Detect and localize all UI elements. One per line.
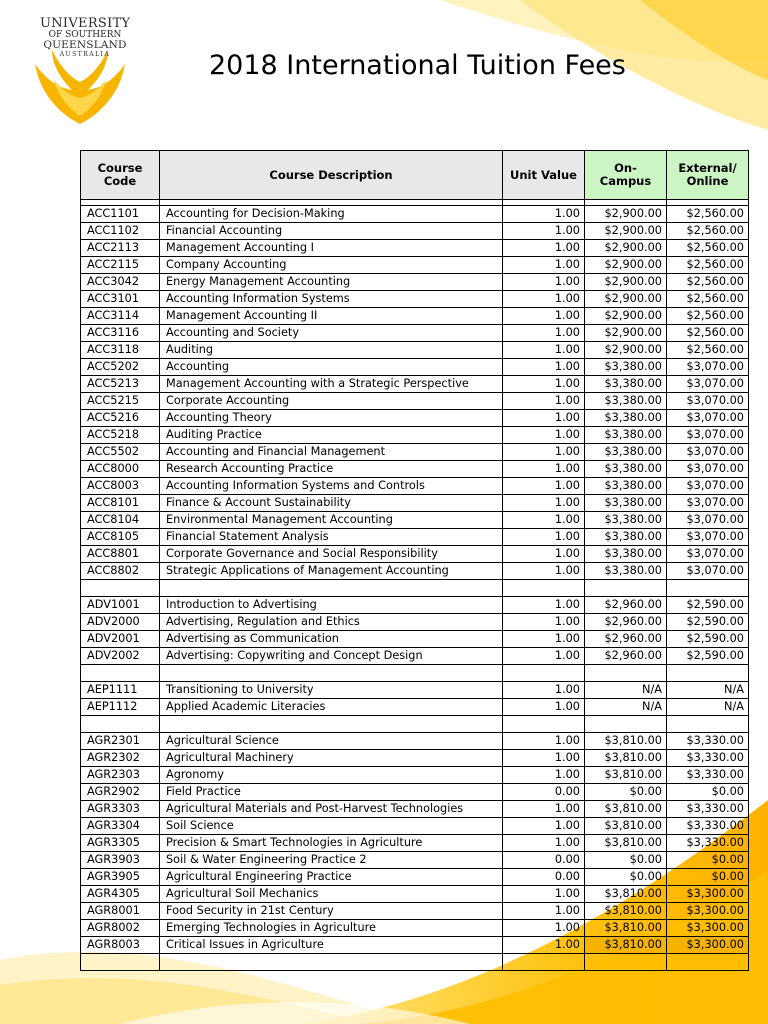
on-campus-fee-cell: $3,810.00	[585, 801, 667, 818]
course-code-cell: ACC2113	[81, 240, 160, 257]
course-code-cell: ACC3118	[81, 342, 160, 359]
course-description-cell: Field Practice	[160, 784, 503, 801]
on-campus-fee-cell: $2,900.00	[585, 274, 667, 291]
logo-line-2: OF SOUTHERN	[48, 30, 122, 40]
on-campus-fee-cell: $3,810.00	[585, 818, 667, 835]
external-online-fee-cell: $3,070.00	[667, 478, 749, 495]
unit-value-cell: 0.00	[503, 869, 585, 886]
on-campus-fee-cell: $2,900.00	[585, 325, 667, 342]
on-campus-fee-cell: $2,960.00	[585, 597, 667, 614]
course-description-cell	[160, 665, 503, 682]
external-online-fee-cell: $3,070.00	[667, 444, 749, 461]
external-online-fee-cell: $3,300.00	[667, 920, 749, 937]
course-code-cell: ACC5202	[81, 359, 160, 376]
course-description-cell: Accounting Information Systems	[160, 291, 503, 308]
course-description-cell: Transitioning to University	[160, 682, 503, 699]
external-online-fee-cell: $2,560.00	[667, 206, 749, 223]
external-online-fee-cell	[667, 665, 749, 682]
header-on-campus: On-Campus	[585, 151, 667, 200]
course-description-cell: Agricultural Engineering Practice	[160, 869, 503, 886]
external-online-fee-cell: $3,330.00	[667, 750, 749, 767]
table-row	[81, 240, 749, 257]
table-row	[81, 376, 749, 393]
external-online-fee-cell: $2,560.00	[667, 308, 749, 325]
table-row	[81, 529, 749, 546]
unit-value-cell: 1.00	[503, 801, 585, 818]
course-description-cell: Company Accounting	[160, 257, 503, 274]
external-online-fee-cell: $2,560.00	[667, 257, 749, 274]
page-title: 2018 International Tuition Fees	[209, 50, 626, 81]
course-description-cell: Advertising: Copywriting and Concept Design	[160, 648, 503, 665]
external-online-fee-cell: $2,590.00	[667, 614, 749, 631]
table-header-row	[81, 151, 749, 200]
unit-value-cell: 1.00	[503, 835, 585, 852]
on-campus-fee-cell: $3,380.00	[585, 512, 667, 529]
external-online-fee-cell: N/A	[667, 699, 749, 716]
course-description-cell: Accounting for Decision-Making	[160, 206, 503, 223]
course-code-cell: AGR2303	[81, 767, 160, 784]
table-row	[81, 257, 749, 274]
unit-value-cell	[503, 580, 585, 597]
on-campus-fee-cell: $2,900.00	[585, 291, 667, 308]
course-code-cell	[81, 954, 160, 971]
external-online-fee-cell: $3,330.00	[667, 801, 749, 818]
course-description-cell: Auditing Practice	[160, 427, 503, 444]
unit-value-cell: 1.00	[503, 342, 585, 359]
table-row	[81, 495, 749, 512]
course-description-cell: Energy Management Accounting	[160, 274, 503, 291]
logo-line-1: UNIVERSITY	[40, 16, 131, 31]
on-campus-fee-cell	[585, 580, 667, 597]
course-description-cell: Agricultural Machinery	[160, 750, 503, 767]
course-code-cell: AGR3304	[81, 818, 160, 835]
unit-value-cell: 1.00	[503, 444, 585, 461]
course-code-cell: ACC5215	[81, 393, 160, 410]
unit-value-cell: 1.00	[503, 903, 585, 920]
table-row	[81, 410, 749, 427]
on-campus-fee-cell: $3,810.00	[585, 920, 667, 937]
external-online-fee-cell: $3,070.00	[667, 529, 749, 546]
course-code-cell: ACC5218	[81, 427, 160, 444]
unit-value-cell: 1.00	[503, 818, 585, 835]
logo-line-4: AUSTRALIA	[59, 51, 111, 58]
table-row	[81, 478, 749, 495]
course-description-cell: Management Accounting II	[160, 308, 503, 325]
unit-value-cell: 1.00	[503, 937, 585, 954]
table-row	[81, 325, 749, 342]
header-course-code: Course Code	[81, 151, 160, 200]
header-external-online: External/ Online	[667, 151, 749, 200]
on-campus-fee-cell: $2,900.00	[585, 257, 667, 274]
table-row	[81, 274, 749, 291]
on-campus-fee-cell: $3,810.00	[585, 835, 667, 852]
on-campus-fee-cell: $3,380.00	[585, 427, 667, 444]
external-online-fee-cell: $0.00	[667, 869, 749, 886]
table-row	[81, 903, 749, 920]
table-row	[81, 818, 749, 835]
course-code-cell: ACC5502	[81, 444, 160, 461]
course-description-cell: Auditing	[160, 342, 503, 359]
on-campus-fee-cell: $2,960.00	[585, 648, 667, 665]
unit-value-cell: 1.00	[503, 495, 585, 512]
table-row	[81, 767, 749, 784]
course-code-cell: ACC8801	[81, 546, 160, 563]
course-description-cell: Emerging Technologies in Agriculture	[160, 920, 503, 937]
course-code-cell	[81, 665, 160, 682]
course-code-cell: AGR3903	[81, 852, 160, 869]
table-row	[81, 937, 749, 954]
unit-value-cell: 1.00	[503, 750, 585, 767]
table-row	[81, 631, 749, 648]
external-online-fee-cell: $2,560.00	[667, 274, 749, 291]
course-description-cell: Agronomy	[160, 767, 503, 784]
course-description-cell: Advertising as Communication	[160, 631, 503, 648]
on-campus-fee-cell	[585, 954, 667, 971]
course-code-cell: ACC8003	[81, 478, 160, 495]
header-course-description: Course Description	[160, 151, 503, 200]
unit-value-cell: 1.00	[503, 291, 585, 308]
course-description-cell: Management Accounting with a Strategic Perspective	[160, 376, 503, 393]
on-campus-fee-cell: $3,380.00	[585, 376, 667, 393]
external-online-fee-cell	[667, 580, 749, 597]
on-campus-fee-cell: $3,380.00	[585, 461, 667, 478]
unit-value-cell: 1.00	[503, 206, 585, 223]
course-code-cell: AGR3305	[81, 835, 160, 852]
unit-value-cell: 1.00	[503, 529, 585, 546]
on-campus-fee-cell: N/A	[585, 699, 667, 716]
table-row	[81, 597, 749, 614]
table-row	[81, 886, 749, 903]
external-online-fee-cell: $3,330.00	[667, 767, 749, 784]
on-campus-fee-cell: $3,380.00	[585, 478, 667, 495]
table-row	[81, 716, 749, 733]
on-campus-fee-cell: $3,380.00	[585, 444, 667, 461]
table-row	[81, 648, 749, 665]
external-online-fee-cell: $3,330.00	[667, 818, 749, 835]
course-description-cell: Soil Science	[160, 818, 503, 835]
external-online-fee-cell: $3,070.00	[667, 461, 749, 478]
table-row	[81, 665, 749, 682]
on-campus-fee-cell: $0.00	[585, 869, 667, 886]
course-description-cell: Accounting Information Systems and Controls	[160, 478, 503, 495]
external-online-fee-cell: $3,070.00	[667, 563, 749, 580]
table-row	[81, 563, 749, 580]
course-code-cell: ACC1101	[81, 206, 160, 223]
table-row	[81, 682, 749, 699]
unit-value-cell: 0.00	[503, 784, 585, 801]
course-code-cell: AGR3303	[81, 801, 160, 818]
table-row	[81, 427, 749, 444]
table-row	[81, 835, 749, 852]
on-campus-fee-cell: $2,900.00	[585, 342, 667, 359]
course-description-cell: Agricultural Soil Mechanics	[160, 886, 503, 903]
table-row	[81, 206, 749, 223]
course-code-cell: AGR8001	[81, 903, 160, 920]
course-description-cell: Management Accounting I	[160, 240, 503, 257]
external-online-fee-cell: $3,070.00	[667, 393, 749, 410]
course-code-cell: AEP1112	[81, 699, 160, 716]
on-campus-fee-cell: $0.00	[585, 852, 667, 869]
course-code-cell: AGR8002	[81, 920, 160, 937]
external-online-fee-cell: N/A	[667, 682, 749, 699]
course-description-cell: Strategic Applications of Management Accounting	[160, 563, 503, 580]
on-campus-fee-cell: $0.00	[585, 784, 667, 801]
external-online-fee-cell: $3,070.00	[667, 376, 749, 393]
unit-value-cell: 1.00	[503, 733, 585, 750]
header-unit-value: Unit Value	[503, 151, 585, 200]
logo-line-3: QUEENSLAND	[43, 39, 127, 51]
course-description-cell: Precision & Smart Technologies in Agriculture	[160, 835, 503, 852]
on-campus-fee-cell: $2,900.00	[585, 308, 667, 325]
unit-value-cell: 1.00	[503, 274, 585, 291]
external-online-fee-cell: $2,560.00	[667, 325, 749, 342]
course-description-cell: Applied Academic Literacies	[160, 699, 503, 716]
course-description-cell: Agricultural Science	[160, 733, 503, 750]
unit-value-cell: 1.00	[503, 648, 585, 665]
table-row	[81, 920, 749, 937]
course-code-cell: ADV1001	[81, 597, 160, 614]
external-online-fee-cell: $3,070.00	[667, 359, 749, 376]
course-description-cell	[160, 954, 503, 971]
course-code-cell: ADV2002	[81, 648, 160, 665]
table-row	[81, 784, 749, 801]
table-row	[81, 359, 749, 376]
course-code-cell: AEP1111	[81, 682, 160, 699]
unit-value-cell: 1.00	[503, 631, 585, 648]
external-online-fee-cell: $2,560.00	[667, 240, 749, 257]
unit-value-cell: 1.00	[503, 546, 585, 563]
course-code-cell: AGR4305	[81, 886, 160, 903]
external-online-fee-cell	[667, 716, 749, 733]
course-code-cell: ACC8000	[81, 461, 160, 478]
on-campus-fee-cell: $3,810.00	[585, 767, 667, 784]
unit-value-cell: 1.00	[503, 376, 585, 393]
course-description-cell: Introduction to Advertising	[160, 597, 503, 614]
table-row	[81, 954, 749, 971]
course-code-cell: ACC2115	[81, 257, 160, 274]
course-code-cell: ACC5213	[81, 376, 160, 393]
course-description-cell: Accounting Theory	[160, 410, 503, 427]
course-code-cell: AGR2902	[81, 784, 160, 801]
external-online-fee-cell: $3,070.00	[667, 546, 749, 563]
on-campus-fee-cell: $3,810.00	[585, 937, 667, 954]
on-campus-fee-cell: $3,380.00	[585, 529, 667, 546]
table-row	[81, 342, 749, 359]
on-campus-fee-cell	[585, 665, 667, 682]
table-row	[81, 614, 749, 631]
on-campus-fee-cell: $2,960.00	[585, 614, 667, 631]
table-row	[81, 869, 749, 886]
unit-value-cell: 1.00	[503, 359, 585, 376]
on-campus-fee-cell: $3,380.00	[585, 410, 667, 427]
table-row	[81, 699, 749, 716]
table-row	[81, 461, 749, 478]
course-code-cell: AGR8003	[81, 937, 160, 954]
unit-value-cell: 0.00	[503, 852, 585, 869]
course-code-cell: AGR2301	[81, 733, 160, 750]
unit-value-cell: 1.00	[503, 886, 585, 903]
table-row	[81, 444, 749, 461]
external-online-fee-cell: $3,300.00	[667, 886, 749, 903]
course-description-cell: Accounting and Financial Management	[160, 444, 503, 461]
course-description-cell: Financial Statement Analysis	[160, 529, 503, 546]
on-campus-fee-cell: $2,900.00	[585, 223, 667, 240]
table-row	[81, 223, 749, 240]
course-code-cell: ACC3042	[81, 274, 160, 291]
unit-value-cell: 1.00	[503, 767, 585, 784]
unit-value-cell: 1.00	[503, 257, 585, 274]
on-campus-fee-cell: $3,380.00	[585, 495, 667, 512]
course-description-cell: Agricultural Materials and Post-Harvest Technologies	[160, 801, 503, 818]
table-row	[81, 801, 749, 818]
course-code-cell: ACC8105	[81, 529, 160, 546]
on-campus-fee-cell: $2,900.00	[585, 240, 667, 257]
course-description-cell: Accounting and Society	[160, 325, 503, 342]
external-online-fee-cell: $2,590.00	[667, 631, 749, 648]
table-row	[81, 750, 749, 767]
unit-value-cell: 1.00	[503, 223, 585, 240]
on-campus-fee-cell: $3,380.00	[585, 393, 667, 410]
course-code-cell: AGR2302	[81, 750, 160, 767]
external-online-fee-cell: $2,560.00	[667, 223, 749, 240]
unit-value-cell: 1.00	[503, 920, 585, 937]
unit-value-cell: 1.00	[503, 461, 585, 478]
external-online-fee-cell	[667, 954, 749, 971]
unit-value-cell	[503, 665, 585, 682]
external-online-fee-cell: $3,330.00	[667, 733, 749, 750]
course-description-cell	[160, 716, 503, 733]
course-description-cell: Research Accounting Practice	[160, 461, 503, 478]
course-description-cell: Corporate Accounting	[160, 393, 503, 410]
unit-value-cell: 1.00	[503, 427, 585, 444]
course-description-cell: Financial Accounting	[160, 223, 503, 240]
fees-table	[80, 150, 749, 971]
external-online-fee-cell: $2,560.00	[667, 291, 749, 308]
external-online-fee-cell: $3,330.00	[667, 835, 749, 852]
unit-value-cell: 1.00	[503, 410, 585, 427]
course-description-cell: Soil & Water Engineering Practice 2	[160, 852, 503, 869]
course-description-cell: Critical Issues in Agriculture	[160, 937, 503, 954]
table-row	[81, 308, 749, 325]
course-code-cell: ACC3114	[81, 308, 160, 325]
on-campus-fee-cell: $2,960.00	[585, 631, 667, 648]
on-campus-fee-cell	[585, 716, 667, 733]
unit-value-cell: 1.00	[503, 478, 585, 495]
on-campus-fee-cell: $2,900.00	[585, 206, 667, 223]
on-campus-fee-cell: $3,810.00	[585, 886, 667, 903]
external-online-fee-cell: $3,070.00	[667, 512, 749, 529]
on-campus-fee-cell: $3,810.00	[585, 750, 667, 767]
on-campus-fee-cell: $3,380.00	[585, 359, 667, 376]
unit-value-cell	[503, 954, 585, 971]
unit-value-cell: 1.00	[503, 563, 585, 580]
external-online-fee-cell: $3,070.00	[667, 427, 749, 444]
unit-value-cell: 1.00	[503, 393, 585, 410]
unit-value-cell: 1.00	[503, 512, 585, 529]
unit-value-cell: 1.00	[503, 240, 585, 257]
on-campus-fee-cell: $3,380.00	[585, 563, 667, 580]
table-row	[81, 546, 749, 563]
unit-value-cell: 1.00	[503, 682, 585, 699]
course-code-cell: AGR3905	[81, 869, 160, 886]
on-campus-fee-cell: $3,810.00	[585, 733, 667, 750]
table-row	[81, 580, 749, 597]
course-code-cell: ADV2001	[81, 631, 160, 648]
course-description-cell	[160, 580, 503, 597]
course-code-cell: ACC5216	[81, 410, 160, 427]
course-description-cell: Corporate Governance and Social Responsibility	[160, 546, 503, 563]
unit-value-cell	[503, 716, 585, 733]
course-code-cell	[81, 580, 160, 597]
course-code-cell: ACC3101	[81, 291, 160, 308]
table-row	[81, 393, 749, 410]
course-code-cell: ACC8802	[81, 563, 160, 580]
course-description-cell: Advertising, Regulation and Ethics	[160, 614, 503, 631]
university-logo	[30, 14, 130, 124]
external-online-fee-cell: $3,070.00	[667, 495, 749, 512]
on-campus-fee-cell: $3,810.00	[585, 903, 667, 920]
external-online-fee-cell: $2,590.00	[667, 648, 749, 665]
table-row	[81, 512, 749, 529]
course-description-cell: Finance & Account Sustainability	[160, 495, 503, 512]
course-code-cell: ACC1102	[81, 223, 160, 240]
external-online-fee-cell: $3,300.00	[667, 937, 749, 954]
course-code-cell: ACC8101	[81, 495, 160, 512]
unit-value-cell: 1.00	[503, 308, 585, 325]
unit-value-cell: 1.00	[503, 597, 585, 614]
external-online-fee-cell: $2,590.00	[667, 597, 749, 614]
table-row	[81, 291, 749, 308]
unit-value-cell: 1.00	[503, 614, 585, 631]
course-code-cell: ADV2000	[81, 614, 160, 631]
table-row	[81, 852, 749, 869]
course-code-cell	[81, 716, 160, 733]
table-row	[81, 733, 749, 750]
course-code-cell: ACC8104	[81, 512, 160, 529]
unit-value-cell: 1.00	[503, 325, 585, 342]
course-code-cell: ACC3116	[81, 325, 160, 342]
external-online-fee-cell: $3,300.00	[667, 903, 749, 920]
external-online-fee-cell: $2,560.00	[667, 342, 749, 359]
unit-value-cell: 1.00	[503, 699, 585, 716]
course-description-cell: Food Security in 21st Century	[160, 903, 503, 920]
external-online-fee-cell: $3,070.00	[667, 410, 749, 427]
external-online-fee-cell: $0.00	[667, 852, 749, 869]
course-description-cell: Environmental Management Accounting	[160, 512, 503, 529]
on-campus-fee-cell: N/A	[585, 682, 667, 699]
on-campus-fee-cell: $3,380.00	[585, 546, 667, 563]
external-online-fee-cell: $0.00	[667, 784, 749, 801]
course-description-cell: Accounting	[160, 359, 503, 376]
